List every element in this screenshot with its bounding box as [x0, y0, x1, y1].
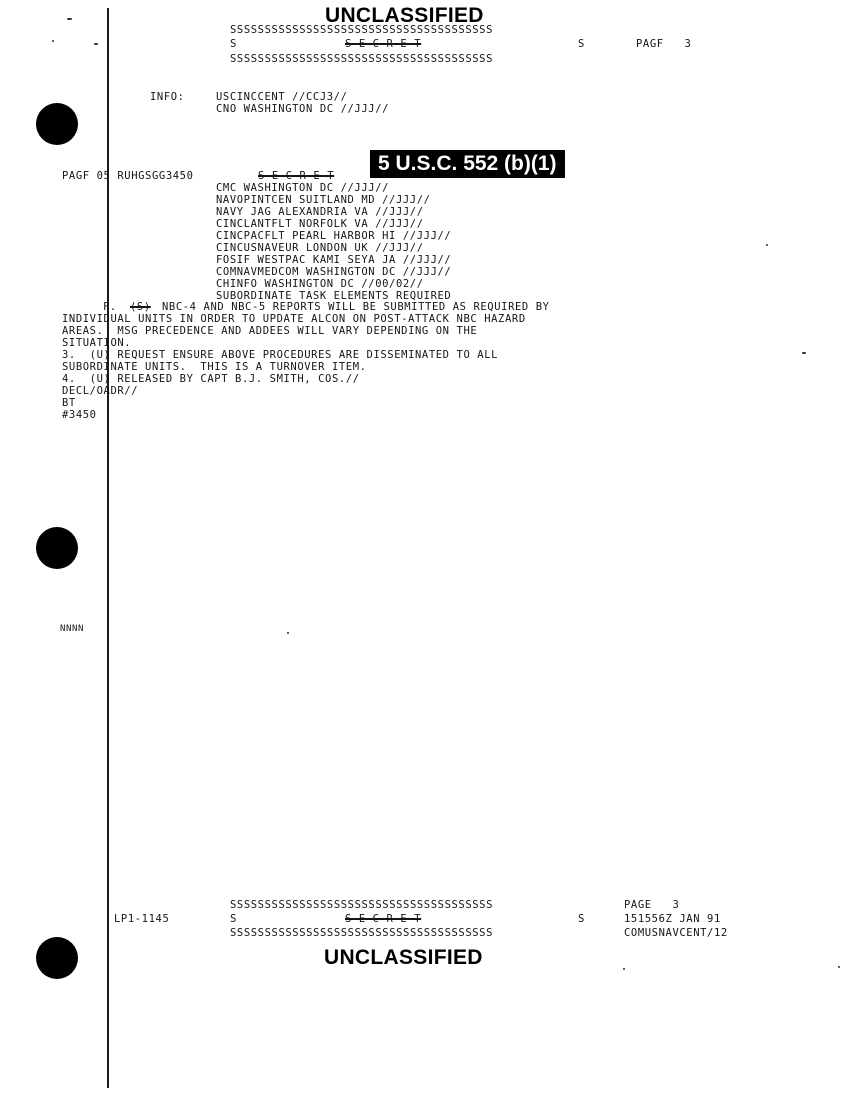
para-3-line: 3. (U) REQUEST ENSURE ABOVE PROCEDURES ARE DISSEMINATED TO ALL — [62, 349, 499, 361]
classification-banner-top: UNCLASSIFIED — [325, 4, 484, 27]
header-page-label: PAGF 3 — [636, 38, 692, 50]
para-f-marker: F. — [103, 301, 117, 313]
para-f-line: AREAS. MSG PRECEDENCE AND ADDEES WILL VARY DEPENDING ON THE — [62, 325, 478, 337]
header-secret-word: S E C R E T — [345, 38, 422, 50]
punch-hole-bottom — [36, 937, 78, 979]
para-f-first-line: NBC-4 AND NBC-5 REPORTS WILL BE SUBMITTED AS REQUIRED BY — [162, 301, 550, 313]
header-s-right: S — [578, 38, 585, 50]
para-f-line: INDIVIDUAL UNITS IN ORDER TO UPDATE ALCON ON POST-ATTACK NBC HAZARD — [62, 313, 526, 325]
redaction-block: 5 U.S.C. 552 (b)(1) — [370, 150, 565, 178]
speck — [838, 966, 840, 968]
addressee-line: NAVOPINTCEN SUITLAND MD //JJJ// — [216, 194, 431, 206]
speck — [623, 968, 625, 970]
declassification-line: DECL/OADR// — [62, 385, 139, 397]
page-line-secret-word: S E C R E T — [258, 170, 335, 182]
speck — [52, 40, 54, 42]
footer-originator: COMUSNAVCENT/12 — [624, 927, 728, 939]
speck — [94, 43, 98, 45]
break-marker: BT — [62, 397, 76, 409]
addressee-line: CINCPACFLT PEARL HARBOR HI //JJJ// — [216, 230, 452, 242]
header-s-row-top: SSSSSSSSSSSSSSSSSSSSSSSSSSSSSSSSSSSSSS — [230, 24, 494, 36]
para-f-classification: (S) — [130, 301, 151, 313]
addressee-line: FOSIF WESTPAC KAMI SEYA JA //JJJ// — [216, 254, 452, 266]
speck — [802, 352, 806, 354]
addressee-line: CINCLANTFLT NORFOLK VA //JJJ// — [216, 218, 424, 230]
para-3-line: SUBORDINATE UNITS. THIS IS A TURNOVER ITEM. — [62, 361, 367, 373]
info-line: USCINCCENT //CCJ3// — [216, 91, 348, 103]
info-line: CNO WASHINGTON DC //JJJ// — [216, 103, 390, 115]
addressee-line: CHINFO WASHINGTON DC //00/02// — [216, 278, 424, 290]
footer-s-right: S — [578, 913, 585, 925]
header-s-row-bottom: SSSSSSSSSSSSSSSSSSSSSSSSSSSSSSSSSSSSSS — [230, 53, 494, 65]
addressee-line: SUBORDINATE TASK ELEMENTS REQUIRED — [216, 290, 452, 302]
header-s-left: S — [230, 38, 237, 50]
footer-date-time-group: 151556Z JAN 91 — [624, 913, 721, 925]
footer-page-label: PAGE 3 — [624, 899, 680, 911]
footer-secret-word: S E C R E T — [345, 913, 422, 925]
message-number: #3450 — [62, 409, 97, 421]
speck — [67, 18, 72, 20]
footer-s-left: S — [230, 913, 237, 925]
para-4: 4. (U) RELEASED BY CAPT B.J. SMITH, COS.// — [62, 373, 360, 385]
footer-s-row-bottom: SSSSSSSSSSSSSSSSSSSSSSSSSSSSSSSSSSSSSS — [230, 927, 494, 939]
addressee-line: CINCUSNAVEUR LONDON UK //JJJ// — [216, 242, 424, 254]
addressee-line: NAVY JAG ALEXANDRIA VA //JJJ// — [216, 206, 424, 218]
punch-hole-middle — [36, 527, 78, 569]
speck — [766, 244, 768, 246]
footer-s-row-top: SSSSSSSSSSSSSSSSSSSSSSSSSSSSSSSSSSSSSS — [230, 899, 494, 911]
end-of-message-marker: NNNN — [60, 624, 85, 634]
para-f-line: SITUATION. — [62, 337, 132, 349]
page-line-prefix: PAGF 05 RUHGSGG3450 — [62, 170, 194, 182]
addressee-line: COMNAVMEDCOM WASHINGTON DC //JJJ// — [216, 266, 452, 278]
classification-banner-bottom: UNCLASSIFIED — [324, 946, 483, 969]
speck — [287, 632, 289, 634]
info-label: INFO: — [150, 91, 185, 103]
footer-form-id: LP1-1145 — [114, 913, 170, 925]
addressee-line: CMC WASHINGTON DC //JJJ// — [216, 182, 390, 194]
punch-hole-top — [36, 103, 78, 145]
